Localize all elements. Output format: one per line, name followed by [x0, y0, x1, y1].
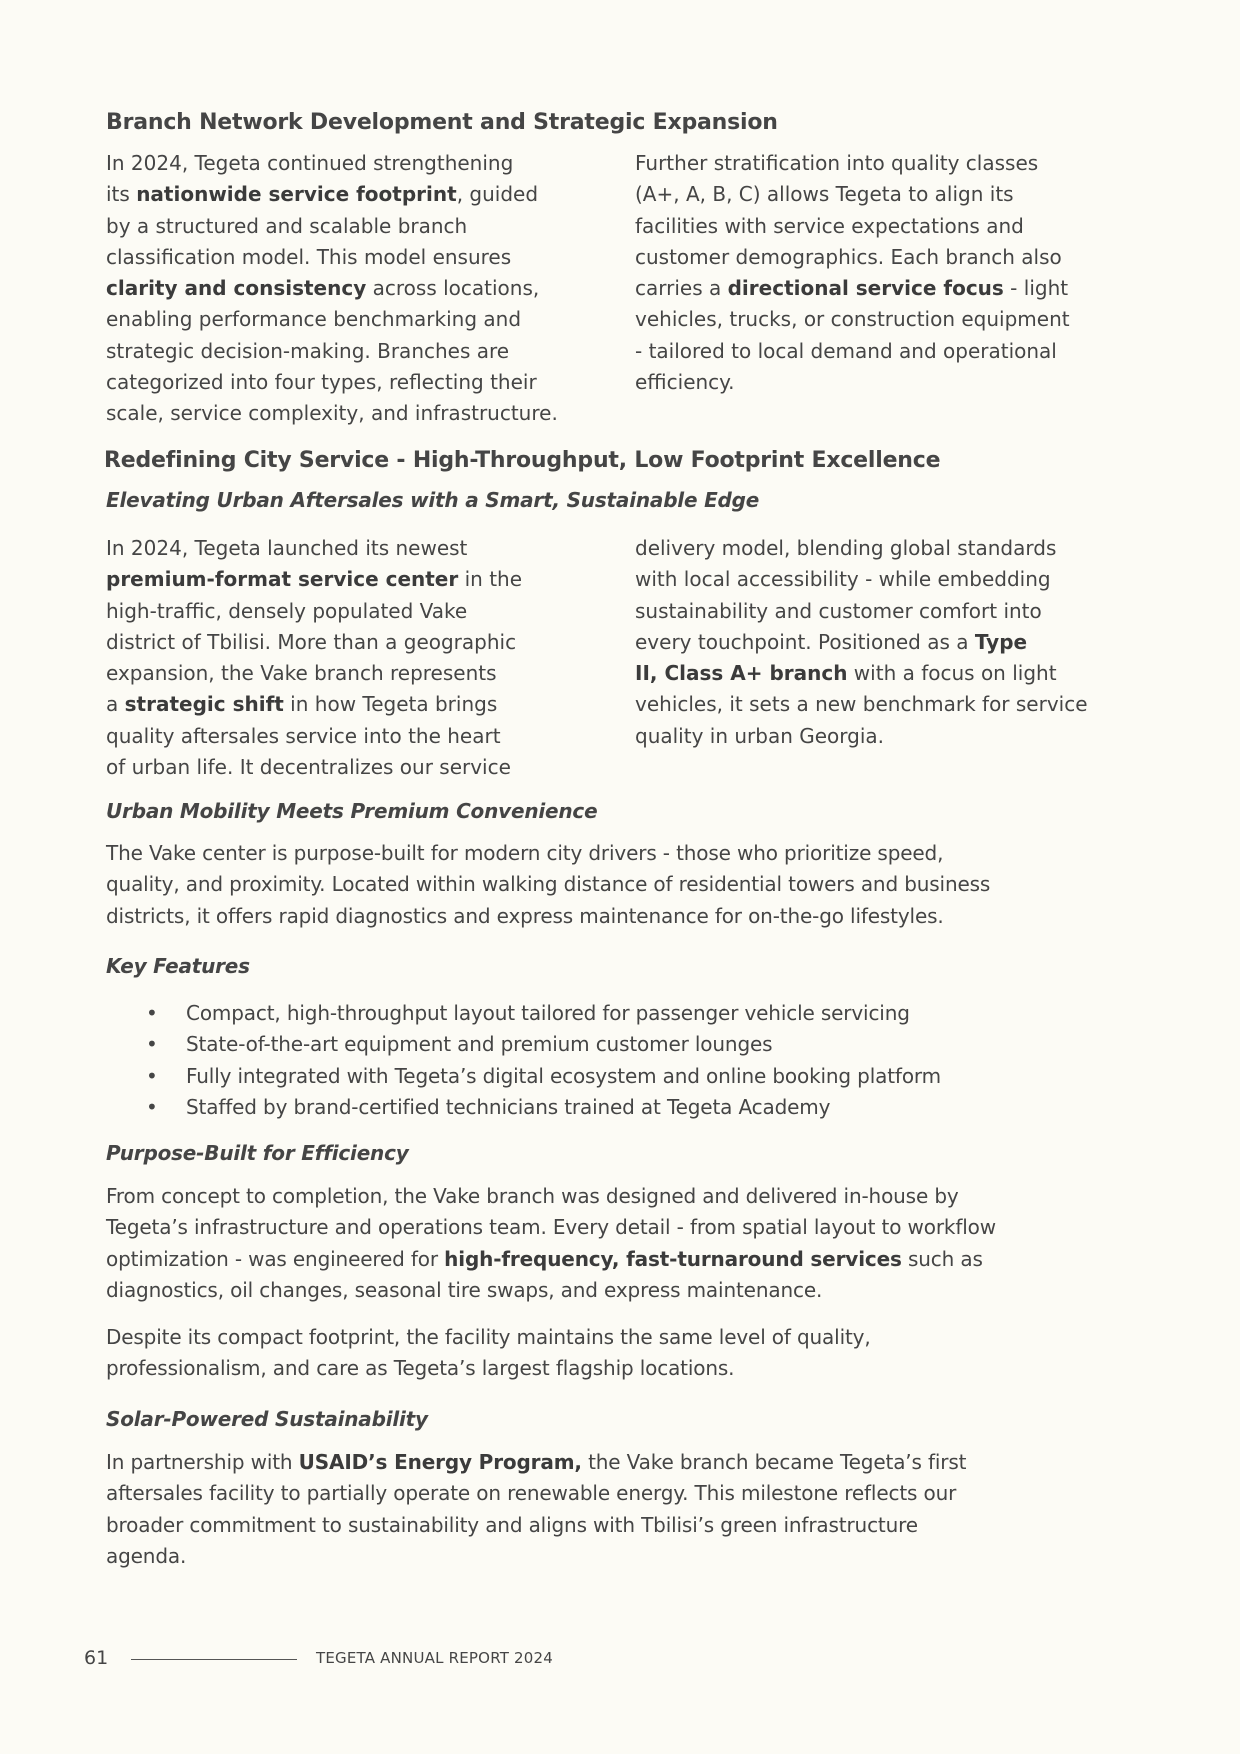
text-run: carries a [635, 276, 728, 301]
text-run: expansion, the Vake branch represents [106, 661, 497, 686]
text-line [106, 304, 626, 335]
bold-phrase: USAID’s Energy Program, [298, 1450, 582, 1474]
purpose-built-paragraph-1 [106, 1181, 996, 1306]
solar-powered-paragraph [106, 1447, 966, 1572]
text-line [635, 721, 1155, 752]
text-line [635, 627, 1155, 658]
text-run: quality in urban Georgia. [635, 723, 885, 748]
text-line [635, 242, 1155, 273]
urban-mobility-paragraph [106, 838, 990, 932]
text-run: across locations, [366, 276, 540, 301]
text-line [635, 564, 1155, 595]
city-service-right-column [635, 533, 1155, 752]
text-run: The Vake center is purpose-built for modern city drivers - those who prioritize speed, [106, 841, 944, 865]
text-line [106, 564, 626, 595]
text-run: delivery model, blending global standards [635, 536, 1057, 560]
text-run: broader commitment to sustainability and aligns with Tbilisi’s green infrastructure [106, 1512, 918, 1537]
text-run: From concept to completion, the Vake branch was designed and delivered in-house by [106, 1184, 959, 1208]
list-item [146, 1029, 941, 1060]
text-run: enabling performance benchmarking and [106, 307, 522, 332]
bold-phrase: premium-format service center [106, 567, 459, 592]
text-line [635, 273, 1155, 304]
text-line [106, 533, 626, 564]
text-run: every touchpoint. Positioned as a [635, 629, 975, 654]
text-line [106, 398, 626, 429]
bold-phrase: II, Class A+ branch [635, 661, 848, 686]
text-line [106, 838, 990, 869]
text-run: its [106, 182, 137, 207]
text-line [635, 179, 1155, 210]
text-run: Further stratification into quality classes [635, 151, 1039, 175]
text-run: by a structured and scalable branch [106, 213, 468, 238]
text-line [635, 336, 1155, 367]
text-line [106, 658, 626, 689]
text-run: sustainability and customer comfort into [635, 598, 1042, 623]
text-run: quality, and proximity. Located within walking distance of residential towers and business [106, 872, 991, 897]
text-line [106, 1244, 996, 1275]
text-run: high-traffic, densely populated Vake [106, 598, 468, 623]
text-line [106, 869, 990, 900]
footer-divider [131, 1659, 297, 1660]
text-run: such as [901, 1246, 983, 1271]
text-run: of urban life. It decentralizes our service [106, 755, 511, 780]
text-run: districts, it offers rapid diagnostics and express maintenance for on-the-go lifestyles. [106, 903, 944, 928]
text-run: scale, service complexity, and infrastructure. [106, 401, 558, 426]
text-run: - light [1003, 276, 1069, 301]
text-run: district of Tbilisi. More than a geographic [106, 629, 517, 654]
list-item-text: State-of-the-art equipment and premium customer lounges [186, 1032, 773, 1057]
text-run: In 2024, Tegeta continued strengthening [106, 151, 514, 175]
text-line [106, 1275, 996, 1306]
text-line [635, 658, 1155, 689]
section-heading-city-service: Redefining City Service - High-Throughput, Low Footprint Excellence [104, 448, 941, 473]
text-run: Despite its compact footprint, the facility maintains the same level of quality, [106, 1325, 871, 1349]
subheading-key-features: Key Features [106, 954, 250, 978]
text-line [106, 1181, 996, 1212]
text-run: vehicles, trucks, or construction equipment [635, 307, 1070, 332]
bold-phrase: clarity and consistency [106, 276, 367, 301]
bold-phrase: high-frequency, fast-turnaround services [444, 1246, 902, 1271]
text-run: with a focus on light [847, 661, 1057, 686]
key-features-list [146, 998, 941, 1123]
text-run: in how Tegeta brings [283, 692, 498, 717]
report-label: TEGETA ANNUAL REPORT 2024 [316, 1649, 554, 1667]
text-run: professionalism, and care as Tegeta’s largest flagship locations. [106, 1356, 735, 1381]
subheading-purpose-built: Purpose-Built for Efficiency [106, 1141, 409, 1165]
text-line [635, 211, 1155, 242]
text-line [635, 533, 1155, 564]
text-line [106, 721, 626, 752]
branch-network-left-column [106, 148, 626, 430]
text-line [106, 367, 626, 398]
text-line [106, 901, 990, 932]
text-line [635, 304, 1155, 335]
bullet-icon: • [146, 1094, 158, 1119]
text-run: quality aftersales service into the heart [106, 723, 501, 748]
text-line [106, 1478, 966, 1509]
list-item [146, 1092, 941, 1123]
text-run: strategic decision-making. Branches are [106, 338, 510, 363]
section-heading-branch-network: Branch Network Development and Strategic Expansion [106, 110, 778, 135]
text-line [106, 179, 626, 210]
text-run: In partnership with [106, 1450, 299, 1474]
bullet-icon: • [146, 1032, 158, 1057]
text-run: a [106, 692, 125, 717]
text-run: In 2024, Tegeta launched its newest [106, 536, 468, 560]
text-run: optimization - was engineered for [106, 1246, 445, 1271]
text-line [106, 596, 626, 627]
list-item-text: Compact, high-throughput layout tailored for passenger vehicle servicing [186, 1001, 910, 1025]
text-line [106, 242, 626, 273]
branch-network-right-column [635, 148, 1155, 398]
text-line [106, 752, 626, 783]
text-line [106, 211, 626, 242]
bold-phrase: directional service focus [727, 276, 1004, 301]
list-item [146, 998, 941, 1029]
text-run: aftersales facility to partially operate on renewable energy. This milestone reflects our [106, 1481, 957, 1506]
text-line [635, 689, 1155, 720]
text-run: vehicles, it sets a new benchmark for service [635, 692, 1088, 717]
bullet-icon: • [146, 1001, 158, 1025]
text-run: in the [458, 567, 523, 592]
text-run: diagnostics, oil changes, seasonal tire swaps, and express maintenance. [106, 1277, 823, 1302]
subheading-solar-powered: Solar-Powered Sustainability [106, 1407, 428, 1431]
text-run: classification model. This model ensures [106, 244, 512, 269]
text-run: facilities with service expectations and [635, 213, 1024, 238]
subheading-urban-aftersales: Elevating Urban Aftersales with a Smart, Sustainable Edge [106, 488, 760, 512]
list-item-text: Staffed by brand-certified technicians trained at Tegeta Academy [186, 1094, 831, 1119]
text-line [635, 148, 1155, 179]
text-line [106, 1510, 966, 1541]
page-number: 61 [84, 1647, 109, 1669]
bold-phrase: Type [974, 629, 1028, 654]
bold-phrase: nationwide service footprint [136, 182, 457, 207]
text-run: the Vake branch became Tegeta’s first [581, 1450, 967, 1474]
bold-phrase: strategic shift [124, 692, 284, 717]
text-run: agenda. [106, 1543, 187, 1568]
text-run: - tailored to local demand and operational [635, 338, 1057, 363]
text-line [106, 627, 626, 658]
purpose-built-paragraph-2 [106, 1322, 871, 1385]
text-line [106, 1541, 966, 1572]
text-run: with local accessibility - while embedding [635, 567, 1051, 592]
text-line [106, 1212, 996, 1243]
text-line [635, 367, 1155, 398]
subheading-urban-mobility: Urban Mobility Meets Premium Convenience [106, 799, 598, 823]
text-line [106, 689, 626, 720]
text-line [106, 1447, 966, 1478]
city-service-left-column [106, 533, 626, 783]
text-run: categorized into four types, reflecting their [106, 370, 537, 395]
text-run: , guided [456, 182, 539, 207]
text-run: (A+, A, B, C) allows Tegeta to align its [635, 182, 1014, 207]
text-run: efficiency. [635, 370, 735, 395]
text-line [635, 596, 1155, 627]
text-run: customer demographics. Each branch also [635, 244, 1062, 269]
list-item-text: Fully integrated with Tegeta’s digital ecosystem and online booking platform [186, 1063, 941, 1088]
list-item [146, 1061, 941, 1092]
text-run: Tegeta’s infrastructure and operations team. Every detail - from spatial layout to workflow [106, 1215, 996, 1240]
text-line [106, 1353, 871, 1384]
text-line [106, 336, 626, 367]
bullet-icon: • [146, 1063, 158, 1088]
text-line [106, 1322, 871, 1353]
text-line [106, 148, 626, 179]
text-line [106, 273, 626, 304]
